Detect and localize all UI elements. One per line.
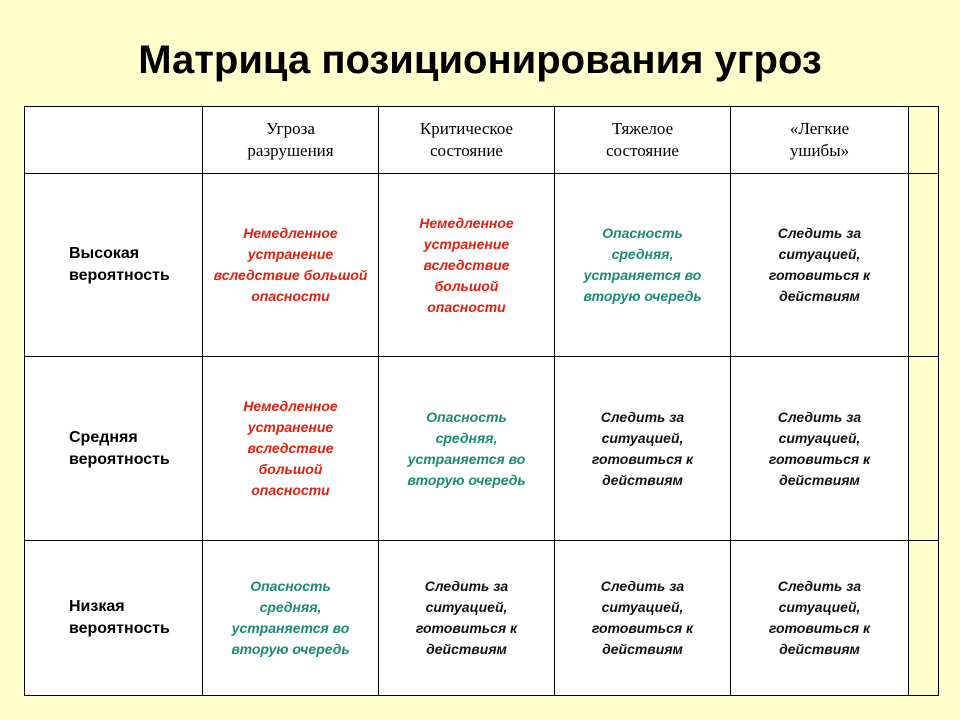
matrix-cell: Немедленное устранение вследствие большой опасности: [379, 174, 555, 357]
row-header-medium-probability: Средняя вероятность: [25, 357, 203, 540]
column-header-severe-state: Тяжелое состояние: [555, 107, 731, 174]
threat-matrix-table: [24, 106, 939, 696]
matrix-row-low: [25, 540, 939, 695]
row-header-high-probability: Высокая вероятность: [25, 174, 203, 357]
column-header-destruction-threat: Угроза разрушения: [203, 107, 379, 174]
matrix-cell: Опасность средняя, устраняется во вторую очередь: [203, 540, 379, 695]
matrix-cell: Немедленное устранение вследствие большой опасности: [203, 357, 379, 540]
matrix-row-medium: [25, 357, 939, 540]
matrix-cell: Следить за ситуацией, готовиться к действиям: [379, 540, 555, 695]
column-header-critical-state: Критическое состояние: [379, 107, 555, 174]
slide-title: Матрица позиционирования угроз: [138, 38, 822, 82]
header-row: [25, 107, 939, 174]
row-spacer: [909, 357, 939, 540]
matrix-cell: Следить за ситуацией, готовиться к действиям: [731, 357, 909, 540]
row-header-low-probability: Низкая вероятность: [25, 540, 203, 695]
column-header-light-bruises: «Легкие ушибы»: [731, 107, 909, 174]
row-spacer: [909, 540, 939, 695]
matrix-cell: Следить за ситуацией, готовиться к действиям: [555, 357, 731, 540]
corner-cell: [25, 107, 203, 174]
matrix-cell: Следить за ситуацией, готовиться к действиям: [731, 174, 909, 357]
header-spacer: [909, 107, 939, 174]
matrix-cell: Следить за ситуацией, готовиться к действиям: [731, 540, 909, 695]
matrix-cell: Немедленное устранение вследствие большой опасности: [203, 174, 379, 357]
matrix-cell: Опасность средняя, устраняется во вторую очередь: [555, 174, 731, 357]
matrix-row-high: [25, 174, 939, 357]
matrix-cell: Следить за ситуацией, готовиться к действиям: [555, 540, 731, 695]
row-spacer: [909, 174, 939, 357]
matrix-cell: Опасность средняя, устраняется во вторую очередь: [379, 357, 555, 540]
